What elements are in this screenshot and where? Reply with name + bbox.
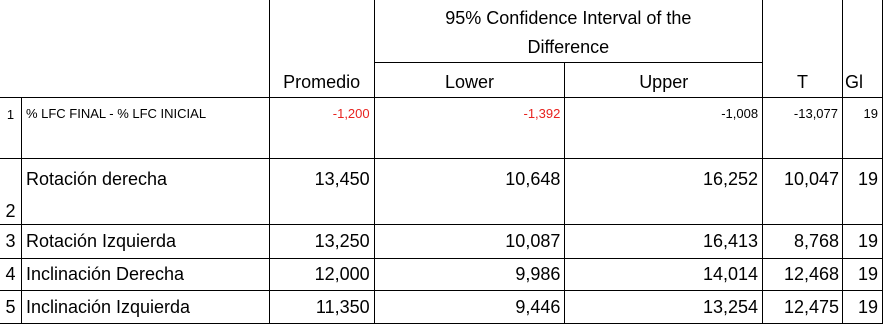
cell-upper: 13,254 (565, 291, 763, 324)
row-label: Rotación Izquierda (21, 225, 269, 259)
header-t: T (763, 0, 843, 98)
header-row-top (0, 0, 883, 63)
cell-lower: 9,446 (374, 291, 565, 324)
row-label: % LFC FINAL - % LFC INICIAL (21, 98, 269, 159)
cell-lower: 10,087 (374, 225, 565, 259)
header-promedio: Promedio (269, 0, 374, 98)
row-index: 4 (0, 259, 21, 291)
cell-t: -13,077 (763, 98, 843, 159)
cell-lower: 10,648 (374, 159, 565, 225)
row-label: Rotación derecha (21, 159, 269, 225)
table-row (0, 225, 883, 259)
cell-gl: 19 (843, 159, 883, 225)
row-index: 5 (0, 291, 21, 324)
header-gl: Gl (843, 0, 883, 98)
header-lower: Lower (374, 63, 565, 98)
cell-upper: 16,252 (565, 159, 763, 225)
cell-promedio: 13,450 (269, 159, 374, 225)
cell-promedio: 13,250 (269, 225, 374, 259)
table-row (0, 98, 883, 159)
row-label: Inclinación Derecha (21, 259, 269, 291)
cell-upper: -1,008 (565, 98, 763, 159)
cell-t: 10,047 (763, 159, 843, 225)
header-upper: Upper (565, 63, 763, 98)
table-row (0, 159, 883, 225)
header-blank-cell (0, 0, 269, 98)
row-index: 1 (0, 98, 21, 159)
cell-gl: 19 (843, 259, 883, 291)
cell-promedio: -1,200 (269, 98, 374, 159)
cell-t: 12,468 (763, 259, 843, 291)
cell-upper: 14,014 (565, 259, 763, 291)
cell-gl: 19 (843, 225, 883, 259)
cell-lower: 9,986 (374, 259, 565, 291)
table-row (0, 259, 883, 291)
cell-t: 12,475 (763, 291, 843, 324)
table-row (0, 291, 883, 324)
cell-promedio: 11,350 (269, 291, 374, 324)
cell-t: 8,768 (763, 225, 843, 259)
cell-lower: -1,392 (374, 98, 565, 159)
row-label: Inclinación Izquierda (21, 291, 269, 324)
cell-gl: 19 (843, 98, 883, 159)
row-index: 2 (0, 159, 21, 225)
cell-promedio: 12,000 (269, 259, 374, 291)
cell-upper: 16,413 (565, 225, 763, 259)
cell-gl: 19 (843, 291, 883, 324)
row-index: 3 (0, 225, 21, 259)
header-ci-title: 95% Confidence Interval of the Difference (374, 0, 762, 63)
